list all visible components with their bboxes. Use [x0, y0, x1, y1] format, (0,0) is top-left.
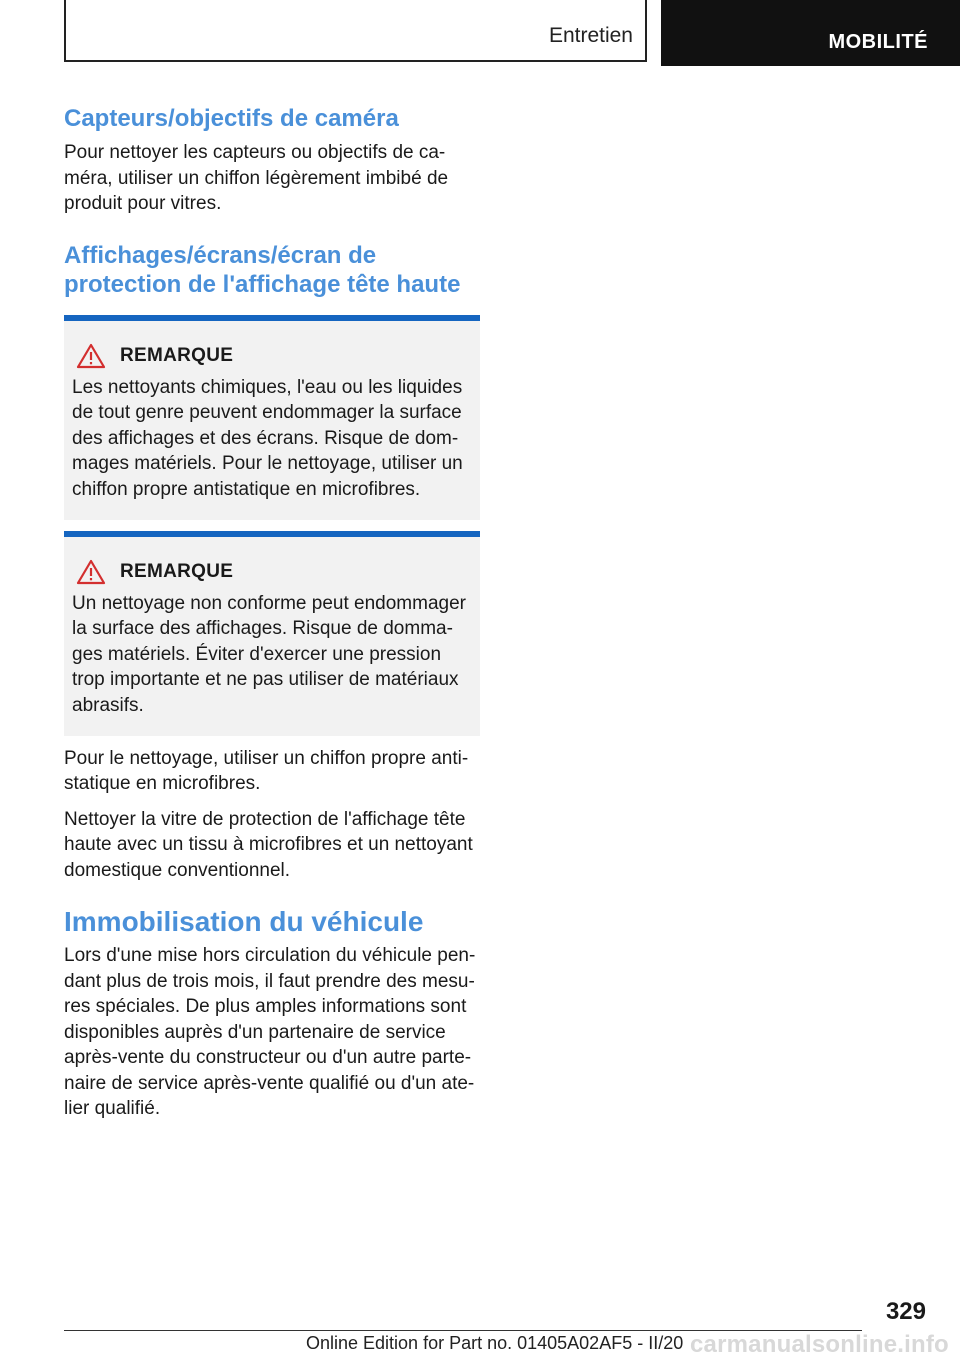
text-line: domestique conventionnel. — [64, 859, 291, 881]
text-line: abrasifs. — [72, 694, 144, 716]
text-line: dant plus de trois mois, il faut prendre des mesu- — [64, 970, 475, 992]
text-line: méra, utiliser un chiffon légèrement imbibé de — [64, 167, 449, 189]
text-line: res spéciales. De plus amples informations sont — [64, 996, 467, 1017]
warning-triangle-icon — [76, 343, 106, 369]
notice-label: REMARQUE — [120, 344, 234, 366]
title-line: Affichages/écrans/écran de — [64, 241, 377, 269]
header-chapter-box — [661, 0, 960, 66]
warning-triangle-icon — [76, 559, 106, 585]
cleaning-paragraph — [64, 746, 482, 797]
page-number: 329 — [885, 1298, 926, 1325]
title-line: protection de l'affichage tête haute — [64, 270, 461, 298]
text-line: Lors d'une mise hors circulation du véhicule pen- — [64, 945, 476, 966]
text-line: Pour le nettoyage, utiliser un chiffon propre anti- — [64, 747, 469, 769]
text-line: de tout genre peuvent endommager la surface — [72, 402, 462, 423]
notice-box — [64, 531, 480, 736]
text-line: disponibles auprès d'un partenaire de service — [64, 1021, 446, 1043]
header-chapter-title: MOBILITÉ — [828, 31, 928, 53]
text-line: la surface des affichages. Risque de domma- — [72, 618, 453, 639]
notice-text — [72, 375, 472, 503]
text-line: trop importante et ne pas utiliser de matériaux — [72, 669, 459, 690]
text-line: Pour nettoyer les capteurs ou objectifs de ca- — [64, 142, 446, 163]
text-line: après-vente du constructeur ou d'un autre parte- — [64, 1047, 472, 1068]
text-line: ges matériels. Éviter d'exercer une pression — [72, 643, 442, 665]
text-line: produit pour vitres. — [64, 193, 222, 214]
header-section-box — [64, 0, 647, 62]
text-line: lier qualifié. — [64, 1098, 161, 1119]
notice-header — [72, 343, 472, 369]
header-section-title: Entretien — [548, 24, 633, 47]
text-line: haute avec un tissu à microfibres et un nettoyant — [64, 834, 473, 855]
cleaning-paragraph — [64, 807, 482, 884]
text-line: Les nettoyants chimiques, l'eau ou les liquides — [72, 376, 463, 398]
text-line: naire de service après-vente qualifié ou d'un ate- — [64, 1072, 475, 1094]
text-line: Nettoyer la vitre de protection de l'affichage tête — [64, 808, 466, 830]
storage-paragraph — [64, 943, 482, 1122]
text-line: chiffon propre antistatique en microfibres. — [72, 478, 421, 500]
text-line: Un nettoyage non conforme peut endommager — [72, 592, 466, 614]
section-title-camera: Capteurs/objectifs de caméra — [64, 105, 399, 132]
notice-label: REMARQUE — [120, 560, 234, 582]
text-line: mages matériels. Pour le nettoyage, utiliser un — [72, 453, 463, 474]
notice-header — [72, 559, 472, 585]
main-content — [64, 100, 482, 1122]
notice-box — [64, 315, 480, 520]
page-header — [64, 0, 960, 66]
text-line: des affichages et des écrans. Risque de dom- — [72, 427, 459, 449]
camera-paragraph — [64, 140, 482, 217]
notice-text — [72, 591, 472, 719]
section-title-displays — [64, 241, 482, 299]
text-line: statique en microfibres. — [64, 773, 261, 794]
watermark: carmanualsonline.info — [690, 1331, 949, 1358]
footer-edition: Online Edition for Part no. 01405A02AF5 - II/20 — [306, 1333, 684, 1353]
section-title-storage: Immobilisation du véhicule — [64, 906, 424, 937]
